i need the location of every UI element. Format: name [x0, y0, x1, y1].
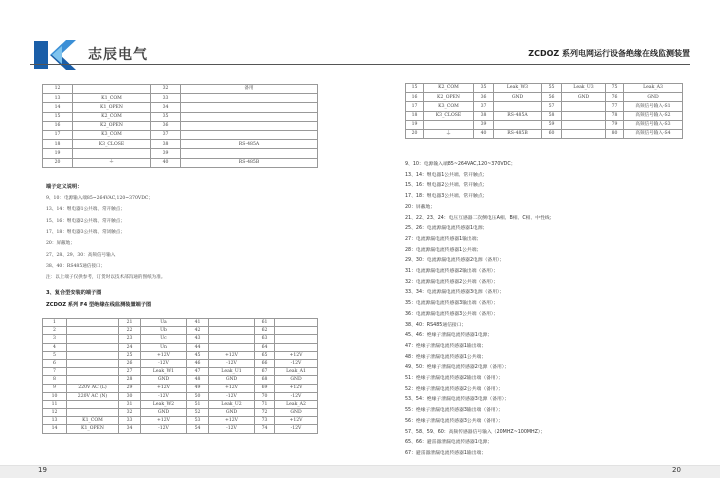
- terminal-note-line: 45、46：绝缘子泄漏电流传感器1电源；: [405, 333, 493, 339]
- terminal-def-line: 17、18：继电器3公共端、常闭触点；: [46, 229, 125, 235]
- company-logo-icon: [32, 38, 78, 72]
- table-cell: [67, 335, 119, 343]
- table-cell: [275, 343, 318, 351]
- table-cell: [73, 149, 151, 158]
- table-cell: 42: [187, 327, 209, 335]
- table-cell: Leak_U2: [209, 400, 255, 408]
- terminal-note-line: 36：电流源漏电流传感器3公共端（备用）；: [405, 311, 499, 317]
- table-cell: 40: [474, 129, 494, 138]
- table-row: [43, 327, 318, 335]
- table-cell: 47: [187, 368, 209, 376]
- table-cell: Leak_W2: [141, 400, 187, 408]
- table-cell: GND: [624, 93, 683, 102]
- table-cell: +12V: [209, 351, 255, 359]
- table-cell: [562, 102, 606, 111]
- table-cell: [67, 376, 119, 384]
- terminal-note-line: 53、54：绝缘子泄漏电流传感器3电源（备用）；: [405, 397, 510, 403]
- terminal-note-line: 49、50：绝缘子泄漏电流传感器2电源（备用）；: [405, 365, 510, 371]
- table-cell: 31: [119, 400, 141, 408]
- table-cell: K1_OPEN: [67, 425, 119, 433]
- terminal-note-line: 51：绝缘子泄漏电流传感器2输出端（备用）；: [405, 376, 503, 381]
- table-cell: 62: [255, 327, 275, 335]
- terminal-note-line: 15、16：继电器2公共端、常开触点；: [405, 183, 488, 189]
- table-row: [43, 417, 318, 425]
- table-cell: K1_COM: [73, 94, 151, 103]
- table-cell: GND: [562, 93, 606, 102]
- terminal-note-line: 31：电流源漏电流传感器2输出端（备用）；: [405, 269, 499, 274]
- table-cell: 8: [43, 376, 67, 384]
- table-cell: [562, 129, 606, 138]
- table-cell: [275, 319, 318, 327]
- table-cell: [67, 327, 119, 335]
- table-cell: 53: [187, 417, 209, 425]
- table-cell: 45: [187, 351, 209, 359]
- table-cell: K2_COM: [424, 84, 474, 93]
- table-cell: 28: [119, 376, 141, 384]
- table-cell: 34: [119, 425, 141, 433]
- table-row: [43, 359, 318, 367]
- table-cell: [73, 85, 151, 94]
- table-cell: 32: [119, 409, 141, 417]
- table-row: [406, 129, 683, 138]
- table-cell: K2_OPEN: [73, 121, 151, 130]
- table-cell: K3_COM: [73, 130, 151, 139]
- table-cell: 66: [255, 359, 275, 367]
- table-cell: 25: [119, 351, 141, 359]
- table-cell: Leak_A1: [275, 368, 318, 376]
- table-row: [43, 343, 318, 351]
- table-cell: 23: [119, 335, 141, 343]
- table-row: [43, 130, 318, 139]
- table-row: [406, 102, 683, 111]
- table-cell: 21: [119, 319, 141, 327]
- terminal-note-line: 13、14：继电器1公共端、常开触点；: [405, 172, 488, 178]
- terminal-note-line: 27：电流源漏电流传感器1输出端；: [405, 236, 482, 242]
- table-cell: [275, 327, 318, 335]
- table-cell: 24: [119, 343, 141, 351]
- terminal-def-line: 13、14：继电器1公共端、常开触点；: [46, 207, 125, 213]
- table-cell: Un: [141, 343, 187, 351]
- table-cell: Leak_W1: [141, 368, 187, 376]
- terminal-def-line: 注：以上端子仅供参考，订货时以技术部沟通的图纸为准。: [46, 275, 166, 281]
- table-cell: K3_COM: [424, 102, 474, 111]
- table-cell: +12V: [209, 384, 255, 392]
- table-cell: 63: [255, 335, 275, 343]
- table-row: [43, 158, 318, 167]
- terminal-def-line: 9、10：电源输入端85~264VAC,120~370VDC；: [46, 196, 154, 201]
- table-cell: 15: [406, 84, 424, 93]
- table-cell: 高频信号输入-S3: [624, 120, 683, 129]
- composite-table-title: ZCDOZ 系列 F4 型绝缘在线监测装置端子图: [46, 302, 152, 308]
- table-cell: 41: [187, 319, 209, 327]
- terminal-def-line: 38、40：RS485通信接口；: [46, 263, 106, 269]
- table-cell: 57: [542, 102, 562, 111]
- table-cell: 12: [43, 85, 73, 94]
- table-cell: K2_OPEN: [424, 93, 474, 102]
- table-cell: 52: [187, 409, 209, 417]
- table-row: [43, 140, 318, 149]
- table-row: [43, 409, 318, 417]
- table-cell: RS-485A: [494, 111, 542, 120]
- table-cell: GND: [209, 376, 255, 384]
- terminal-note-line: 25、26：电流源漏电流传感器1电源；: [405, 226, 488, 232]
- table-cell: [67, 351, 119, 359]
- table-cell: 36: [474, 93, 494, 102]
- table-cell: +12V: [141, 384, 187, 392]
- terminal-note-line: 67：避雷器泄漏电流传感器1输出端；: [405, 450, 487, 456]
- table-cell: 12: [43, 409, 67, 417]
- table-row: [43, 121, 318, 130]
- table-cell: Leak_U3: [562, 84, 606, 93]
- table-cell: [67, 400, 119, 408]
- table-cell: 61: [255, 319, 275, 327]
- table-cell: GND: [275, 409, 318, 417]
- table-cell: -12V: [275, 359, 318, 367]
- terminal-note-line: 55：绝缘子泄漏电流传感器3输出端（备用）；: [405, 408, 503, 414]
- table-cell: [275, 335, 318, 343]
- table-cell: Leak_A2: [275, 400, 318, 408]
- table-cell: 51: [187, 400, 209, 408]
- table-cell: 78: [606, 111, 624, 120]
- table-cell: [562, 120, 606, 129]
- table-cell: 20: [406, 129, 424, 138]
- table-cell: 56: [542, 93, 562, 102]
- table-row: [406, 120, 683, 129]
- table-cell: 20: [43, 158, 73, 167]
- table-cell: 2: [43, 327, 67, 335]
- table-row: [43, 335, 318, 343]
- ground-icon: ⏚: [108, 158, 115, 166]
- table-cell: 54: [187, 425, 209, 433]
- table-cell: [181, 149, 318, 158]
- terminal-note-line: 52：绝缘子泄漏电流传感器2公共端（备用）；: [405, 386, 503, 392]
- terminal-note-line: 32：电流源漏电流传感器2公共端（备用）；: [405, 279, 499, 285]
- table-cell: 71: [255, 400, 275, 408]
- table-cell: -12V: [209, 359, 255, 367]
- table-cell: 30: [119, 392, 141, 400]
- table-cell: GND: [141, 409, 187, 417]
- table-cell: K1_COM: [67, 417, 119, 425]
- table-cell: 39: [474, 120, 494, 129]
- table-cell: 16: [406, 93, 424, 102]
- table-cell: 14: [43, 425, 67, 433]
- table-row: [43, 351, 318, 359]
- table-cell: Ub: [141, 327, 187, 335]
- table-cell: Leak_W3: [494, 84, 542, 93]
- table-cell: 6: [43, 359, 67, 367]
- table-row: [43, 149, 318, 158]
- table-cell: 67: [255, 368, 275, 376]
- table-cell: 10: [43, 392, 67, 400]
- table-cell: 35: [151, 112, 181, 121]
- terminal-note-line: 47：绝缘子泄漏电流传感器1输出端；: [405, 343, 487, 349]
- table-cell: 38: [151, 140, 181, 149]
- table-cell: 高频信号输入-S4: [624, 129, 683, 138]
- table-cell: [73, 158, 151, 167]
- table-cell: 34: [151, 103, 181, 112]
- table-cell: 220V AC (L): [67, 384, 119, 392]
- page-number-right: 20: [672, 466, 681, 474]
- table-cell: 高频信号输入-S2: [624, 111, 683, 120]
- table-cell: 3: [43, 335, 67, 343]
- table-cell: 13: [43, 94, 73, 103]
- table-cell: +12V: [275, 417, 318, 425]
- table-cell: RS-485A: [181, 140, 318, 149]
- table-cell: [181, 130, 318, 139]
- table-cell: [181, 112, 318, 121]
- table-cell: [424, 129, 474, 138]
- table-row: [43, 368, 318, 376]
- table-cell: 19: [43, 149, 73, 158]
- table-cell: GND: [141, 376, 187, 384]
- table-cell: 9: [43, 384, 67, 392]
- table-cell: 80: [606, 129, 624, 138]
- table-cell: [562, 111, 606, 120]
- table-cell: 68: [255, 376, 275, 384]
- table-row: [43, 319, 318, 327]
- terminal-note-line: 56：绝缘子泄漏电流传感器3公共端（备用）；: [405, 418, 503, 424]
- table-cell: 18: [43, 140, 73, 149]
- table-cell: 46: [187, 359, 209, 367]
- table-cell: 16: [43, 121, 73, 130]
- table-cell: [67, 319, 119, 327]
- table-cell: 15: [43, 112, 73, 121]
- table-cell: [209, 335, 255, 343]
- table-cell: [181, 94, 318, 103]
- table-cell: 48: [187, 376, 209, 384]
- table-cell: 1: [43, 319, 67, 327]
- table-cell: 19: [406, 120, 424, 129]
- table-cell: 77: [606, 102, 624, 111]
- table-row: [43, 103, 318, 112]
- table-cell: 44: [187, 343, 209, 351]
- table-cell: K1_OPEN: [73, 103, 151, 112]
- table-cell: 74: [255, 425, 275, 433]
- table-cell: 38: [474, 111, 494, 120]
- table-cell: K3_CLOSE: [424, 111, 474, 120]
- terminal-note-line: 29、30：电流源漏电流传感器2电源（备用）；: [405, 258, 505, 264]
- table-cell: 73: [255, 417, 275, 425]
- table-cell: +12V: [141, 417, 187, 425]
- terminal-def-line: 20：屏蔽地；: [46, 241, 75, 247]
- table-cell: 220V AC (N): [67, 392, 119, 400]
- table-cell: 40: [151, 158, 181, 167]
- table-cell: [67, 343, 119, 351]
- table-cell: [209, 319, 255, 327]
- table-cell: 37: [151, 130, 181, 139]
- table-cell: RS-485B: [494, 129, 542, 138]
- table-cell: 18: [406, 111, 424, 120]
- table-cell: -12V: [275, 425, 318, 433]
- table-cell: 35: [474, 84, 494, 93]
- table-cell: [181, 103, 318, 112]
- terminal-note-line: 21、22、23、24：电压互感器二次侧电压A相、B相、C相、中性线；: [405, 215, 555, 221]
- table-cell: +12V: [275, 351, 318, 359]
- table-cell: -12V: [141, 392, 187, 400]
- table-cell: [67, 359, 119, 367]
- table-cell: 60: [542, 129, 562, 138]
- table-cell: -12V: [141, 359, 187, 367]
- table-cell: 69: [255, 384, 275, 392]
- terminal-def-heading: 端子定义说明：: [46, 184, 83, 190]
- terminal-note-line: 20：屏蔽地；: [405, 204, 436, 210]
- table-cell: Leak_U1: [209, 368, 255, 376]
- table-row: [43, 384, 318, 392]
- table-cell: 33: [151, 94, 181, 103]
- table-cell: 55: [542, 84, 562, 93]
- terminal-table-top-right: [405, 83, 683, 139]
- terminal-note-line: 28：电流源漏电流传感器1公共端；: [405, 247, 482, 253]
- table-cell: 17: [43, 130, 73, 139]
- table-cell: [181, 121, 318, 130]
- table-cell: Ua: [141, 319, 187, 327]
- table-cell: [424, 120, 474, 129]
- table-cell: +12V: [209, 417, 255, 425]
- table-cell: RS-485B: [181, 158, 318, 167]
- terminal-table-composite: [42, 318, 318, 434]
- table-cell: +12V: [275, 384, 318, 392]
- document-title: ZCDOZ 系列电网运行设备绝缘在线监测装置: [528, 49, 690, 58]
- table-cell: 75: [606, 84, 624, 93]
- terminal-def-line: 27、28、29、30：高频信号输入: [46, 252, 116, 258]
- table-cell: [67, 409, 119, 417]
- table-cell: 37: [474, 102, 494, 111]
- brand-name: 志辰电气: [88, 47, 148, 63]
- terminal-note-line: 38、40：RS485通信接口；: [405, 322, 467, 328]
- table-cell: -12V: [209, 425, 255, 433]
- table-cell: 14: [43, 103, 73, 112]
- header-divider: [30, 64, 690, 65]
- table-row: [406, 84, 683, 93]
- terminal-table-top-left: [42, 84, 318, 168]
- table-cell: 58: [542, 111, 562, 120]
- table-cell: 59: [542, 120, 562, 129]
- table-cell: 72: [255, 409, 275, 417]
- ground-icon: ⏚: [445, 129, 452, 137]
- table-cell: 33: [119, 417, 141, 425]
- table-cell: 5: [43, 351, 67, 359]
- table-row: [43, 85, 318, 94]
- table-cell: 49: [187, 384, 209, 392]
- table-cell: [67, 368, 119, 376]
- table-row: [43, 425, 318, 433]
- table-cell: Uc: [141, 335, 187, 343]
- table-cell: Leak_A3: [624, 84, 683, 93]
- table-cell: -12V: [209, 392, 255, 400]
- table-row: [406, 93, 683, 102]
- terminal-note-line: 48：绝缘子泄漏电流传感器1公共端；: [405, 354, 487, 360]
- table-cell: 39: [151, 149, 181, 158]
- table-cell: 7: [43, 368, 67, 376]
- table-cell: 50: [187, 392, 209, 400]
- table-row: [43, 94, 318, 103]
- table-cell: 65: [255, 351, 275, 359]
- table-cell: 76: [606, 93, 624, 102]
- table-cell: GND: [209, 409, 255, 417]
- table-cell: +12V: [141, 351, 187, 359]
- table-cell: 32: [151, 85, 181, 94]
- terminal-note-line: 9、10：电源输入端85~264VAC,120~370VDC；: [405, 162, 516, 167]
- table-cell: 27: [119, 368, 141, 376]
- table-cell: 22: [119, 327, 141, 335]
- table-cell: 11: [43, 400, 67, 408]
- table-cell: GND: [494, 93, 542, 102]
- table-cell: -12V: [141, 425, 187, 433]
- table-cell: [494, 120, 542, 129]
- section-heading: 3、复合型安装的端子图: [46, 290, 102, 296]
- table-cell: 70: [255, 392, 275, 400]
- table-cell: 43: [187, 335, 209, 343]
- table-cell: 64: [255, 343, 275, 351]
- table-row: [406, 111, 683, 120]
- table-cell: K3_CLOSE: [73, 140, 151, 149]
- table-cell: 17: [406, 102, 424, 111]
- table-cell: GND: [275, 376, 318, 384]
- table-cell: K2_COM: [73, 112, 151, 121]
- table-cell: 29: [119, 384, 141, 392]
- table-cell: 4: [43, 343, 67, 351]
- table-cell: [209, 327, 255, 335]
- table-cell: 36: [151, 121, 181, 130]
- table-row: [43, 400, 318, 408]
- table-cell: 79: [606, 120, 624, 129]
- table-row: [43, 392, 318, 400]
- table-cell: 高频信号输入-S1: [624, 102, 683, 111]
- table-row: [43, 112, 318, 121]
- table-cell: 13: [43, 417, 67, 425]
- table-cell: 26: [119, 359, 141, 367]
- table-row: [43, 376, 318, 384]
- table-cell: -12V: [275, 392, 318, 400]
- footer-bar: [0, 465, 720, 478]
- terminal-note-line: 57、58、59、60：高频传感器信号输入（20MHZ~100MHZ）；: [405, 429, 546, 435]
- terminal-note-line: 65、66：避雷器泄漏电流传感器1电源；: [405, 440, 493, 446]
- table-cell: 备用: [181, 85, 318, 94]
- table-cell: [494, 102, 542, 111]
- terminal-note-line: 35：电流源漏电流传感器3输出端（备用）；: [405, 301, 499, 307]
- table-cell: [209, 343, 255, 351]
- terminal-note-line: 33、34：电流源漏电流传感器3电源（备用）；: [405, 290, 505, 296]
- terminal-def-line: 15、16：继电器2公共端、常开触点；: [46, 218, 125, 224]
- page-number-left: 19: [38, 466, 47, 474]
- terminal-note-line: 17、18：继电器3公共端、常开触点；: [405, 194, 488, 200]
